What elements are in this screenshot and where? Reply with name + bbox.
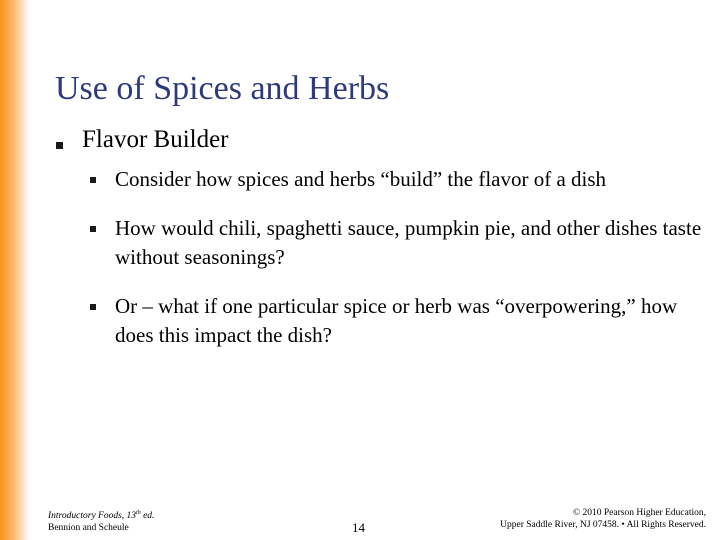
sub-bullet-1: Consider how spices and herbs “build” the flavor of a dish [115,167,607,191]
book-title: Introductory Foods, 13 [48,511,137,522]
slide-title: Use of Spices and Herbs [55,70,390,107]
accent-bar [0,0,30,540]
copyright-line-2: Upper Saddle River, NJ 07458. • All Rights Reserved. [500,520,706,530]
sub-bullet-marker [90,177,96,183]
page-number: 14 [352,520,365,535]
sub-bullet-marker [90,226,96,232]
footer-copyright [500,507,706,531]
footer-book-info [48,507,154,534]
copyright-line-1: © 2010 Pearson Higher Education, [572,508,706,518]
bullet-marker [56,142,63,149]
edition-sup: th [136,510,141,516]
sub-bullet-2: How would chili, spaghetti sauce, pumpkin pie, and other dishes taste without seasonings? [115,216,702,269]
edition-suffix: ed. [140,511,155,522]
sub-bullet-3: Or – what if one particular spice or herb was “overpowering,” how does this impact the dish? [115,294,678,347]
bullet-flavor-builder: Flavor Builder [82,126,229,153]
sub-bullet-marker [90,304,96,310]
book-authors: Bennion and Scheule [48,523,129,534]
